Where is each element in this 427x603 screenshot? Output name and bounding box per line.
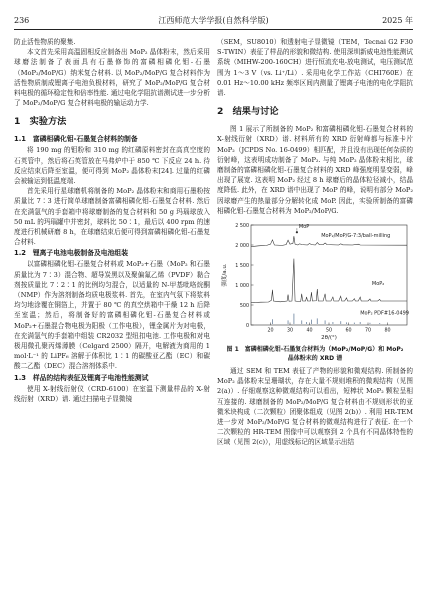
- y-axis-label: 强度/a.u.: [222, 263, 228, 287]
- page-header: [14, 14, 413, 28]
- x-tick-label: 60: [345, 328, 352, 334]
- y-tick-label: 1 500: [235, 263, 249, 269]
- journal-year: 2025 年: [382, 16, 413, 25]
- x-tick-label: 40: [306, 328, 313, 334]
- x-tick-label: 80: [384, 328, 391, 334]
- subsection-1-2-title: 1.2 锂离子电池电极制备及电池组装: [14, 249, 128, 258]
- x-tick-label: 70: [364, 328, 372, 334]
- left-column: [14, 37, 210, 404]
- subsection-1-1-title: 1.1 富磷相磷化钼-石墨复合材料的制备: [14, 135, 138, 144]
- results-paragraph-1: 通过 SEM 和 TEM 表征了产物的形貌和微观结构. 所制备的 MoP₂ 晶体粉末呈珊瑚状，存在大量不规则堆积的微观结构（见图 2(a)）. 仔细观察这种微观结构可以看出，短棒状 MoP₂ 颗粒呈相互连接的. 球磨制备的 MoP₂/MoP/G 复合材料由不规则形状的亚微米块构成（二次颗粒）团聚体组成（见图 2(b)）. 利用 HR-TEM 进一步对 MoP₂/MoP/G 复合材料的微观结构进行了表征. 在一个二次颗粒的 HR-TEM 图像中可以观察到 2 个具有不同晶体特性的区域（见图 2(c)），用虚线标记的区域显示出结: [217, 367, 413, 447]
- section-1-title: 1 实验方法: [14, 116, 67, 128]
- x-tick-label: 20: [267, 328, 274, 334]
- intro-paragraph-0: 防止活性物质的聚集.: [14, 38, 76, 46]
- sub11-paragraph-1: 首先采用行星球磨机将制备的 MoP₂ 晶体粉末和商用石墨粉按质量比 7∶3 进行简单球磨制备富磷相磷化钼-石墨复合材料. 然后在充满氩气的手套箱中将球磨制备的复合材料和 50 g 玛瑙球放入 50 mL 的玛瑙罐中并密封，球料比 50∶1，最后以 400 rpm 的速度进行机械研磨 8 h，在球磨结束后便可得到富磷相磷化钼-石墨复合材料.: [14, 187, 210, 247]
- sub11-paragraph-0: 将 190 mg 的钼粉和 310 mg 的红磷原料密封在高真空度的石英管中，然后将石英管放在马弗炉中于 850 ℃ 下反应 24 h. 待反应结束后降至室温，便可得到 MoP₂ 晶体粉末[24]. 过量的红磷会被输运到低温度端.: [14, 146, 210, 186]
- y-tick-label: 2 500: [235, 223, 249, 229]
- mop-peak-marker: [296, 231, 298, 233]
- x-tick-label: 50: [325, 328, 333, 334]
- page-number: 236: [14, 16, 30, 25]
- results-paragraph-0: 图 1 展示了所制备的 MoP₂ 和富磷相磷化钼-石墨复合材料的 X-射线衍射（XRD）谱. 材料所有的 XRD 衍射峰都与标准卡片 MoP₂（JCPDS No. 16-0499）相匹配，并且没有出现任何杂质的衍射峰，这表明成功制备了 MoP₂. 与纯 MoP₂ 晶体粉末相比，球磨制备的富磷相磷化钼-石墨复合材料的 XRD 峰强度明显变弱，峰出现了展宽. 这表明 MoP₂ 经过 8 h 球磨后的晶体粒径减小，结晶度降低. 此外，在 XRD 谱中出现了 MoP 的峰，说明有部分 MoP₂ 因球磨产生的热量部分分解转化成 MoP. 因此，实验所制备的富磷相磷化钼-石墨复合材料为 MoP₂/MoP/G.: [217, 125, 413, 215]
- intro-paragraph-1: 本文首先采用高温固相反应制备出 MoP₂ 晶体粉末，然后采用球磨法制备了表面具有石墨修饰的富磷相磷化钼-石墨（MoP₂/MoP/G）纳米复合材料. 以 MoP₂/MoP/G 复合材料作为活性物质制成锂离子电池负极材料，研究了 MoP₂/MoP/G 复合材料电极的循环稳定性和倍率性能. 通过电化学阻抗谱测试进一步分析了 MoP₂/MoP/G 复合材料电极的输运动力学.: [14, 48, 210, 108]
- x-axis-label: 2θ/(°): [321, 335, 337, 342]
- subsection-1-3-title: 1.3 样品的结构表征及锂离子电池性能测试: [14, 373, 149, 382]
- sub12-paragraph-0: 以富磷相磷化钼-石墨复合材料或 MoP₂+石墨（MoP₂ 和石墨质量比为 7∶3）混合物、超导炭黑以及聚偏氟乙烯（PVDF）黏合剂按质量比 7∶2∶1 的比例均匀混合，以适量的 N-甲基吡咯烷酮（NMP）作为溶剂制备均质电极浆料. 首先，在室内气氛下将浆料均匀地涂覆在铜箔上，并置于 80 ℃ 的真空烘箱中干燥 12 h 后降至室温；然后，将制备好的富磷相磷化钼-石墨复合材料或 MoP₂+石墨混合物电极为阳极（工作电极），锂金属片为对电极，在充满氩气的手套箱中组装 CR2032 型纽扣电池. 工作电极和对电极用微孔聚丙烯薄膜（Celgard 2500）隔开，电解液为商用的 1 mol·L⁻¹ 的 LiPF₆ 溶解于体积比 1∶1 的碳酸亚乙酯（EC）和碳酸二乙酯（DEC）混合溶剂体系中.: [14, 260, 210, 371]
- legend-ball-milled-label: MoP₂/MoP/G-7:3/ball-milling: [321, 233, 391, 240]
- legend-mop2-label: MoP₂: [371, 281, 385, 288]
- methods-paragraph-continued: （SEM，SU8010）和透射电子显微镜（TEM，Tecnai G2 F30 S-TWIN）表征了样品的形貌和微结构. 使用深圳新威电池性能测试系统（MIHW-200-160CH）进行恒流充电-放电测试，电压测试范围为 1～3 V（vs. Li⁺/Li）. 采用电化学工作站（CHI760E）在 0.01 Hz～10.00 kHz 频率区间内测量了锂离子电池的电化学阻抗谱.: [217, 38, 413, 98]
- mop-marker-label: MoP: [298, 223, 310, 230]
- journal-name: 江西师范大学学报(自然科学版): [158, 16, 269, 25]
- figure-1-xrd-chart: [217, 219, 413, 343]
- xrd-chart-svg: [217, 219, 413, 343]
- figure-1-caption: 图 1 富磷相磷化钼-石墨复合材料为（MoP₂/MoP/G）和 MoP₂ 晶体粉末的 XRD 谱: [226, 346, 404, 363]
- right-column: [217, 37, 413, 448]
- y-tick-label: 2 000: [235, 243, 249, 249]
- sub13-paragraph-0: 使用 X-射线衍射仪（CRD-6100）在室温下测量样品的 X-射线衍射（XRD）谱. 通过扫描电子显微镜: [14, 384, 210, 403]
- y-tick-label: 500: [239, 303, 249, 309]
- x-tick-label: 30: [286, 328, 294, 334]
- section-2-title: 2 结果与讨论: [217, 106, 279, 118]
- legend-jcpds-label: MoP₂ PDF#16-0499: [360, 310, 410, 317]
- y-tick-label: 1 000: [235, 283, 249, 289]
- y-tick-label: 0: [245, 323, 249, 329]
- header-rule: [14, 29, 413, 30]
